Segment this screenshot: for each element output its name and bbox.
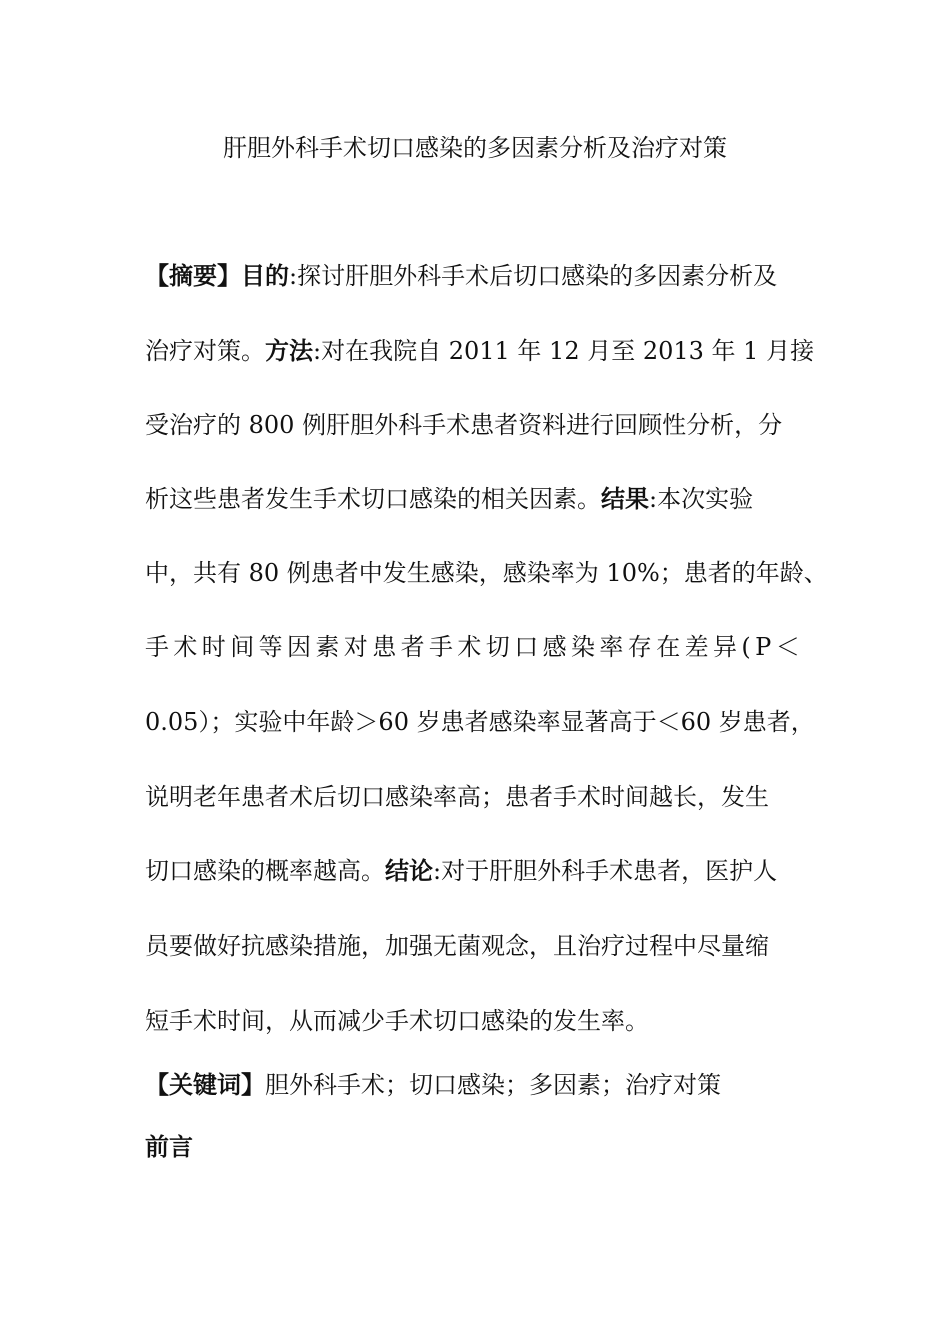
abstract-line-7 [145,705,815,739]
conclusion-text-end: 短手术时间，从而减少手术切口感染的发生率。 [145,1007,649,1035]
result-text-cont-4: 说明老年患者术后切口感染率高；患者手术时间越长，发生 [145,783,769,811]
method-text-cont: 受治疗的 800 例肝胆外科手术患者资料进行回顾性分析，分 [145,411,783,439]
abstract-line-4 [145,482,753,516]
result-label: 结果 [601,485,649,513]
abstract-line-6 [145,630,804,664]
method-text-end: 析这些患者发生手术切口感染的相关因素。 [145,485,601,513]
result-text-cont: 中，共有 80 例患者中发生感染，感染率为 10%；患者的年龄、 [145,559,828,587]
result-text: :本次实验 [649,485,754,513]
abstract-line-10 [145,929,769,963]
method-text: :对在我院自 2011 年 12 月至 2013 年 1 月接 [313,337,815,365]
document-title: 肝胆外科手术切口感染的多因素分析及治疗对策 [223,134,727,162]
keywords-text: 胆外科手术；切口感染；多因素；治疗对策 [265,1071,721,1099]
abstract-label: 【摘要】 [145,262,241,290]
abstract-line-11 [145,1004,649,1038]
abstract-line-1 [145,259,777,293]
keywords-line [145,1068,721,1102]
purpose-text-cont: 治疗对策。 [145,337,265,365]
conclusion-text-cont: 员要做好抗感染措施，加强无菌观念，且治疗过程中尽量缩 [145,932,769,960]
conclusion-text: :对于肝胆外科手术患者，医护人 [433,857,778,885]
abstract-line-3 [145,408,782,442]
conclusion-label: 结论 [385,857,433,885]
preface-heading: 前言 [145,1133,193,1161]
method-label: 方法 [265,337,313,365]
abstract-line-2 [145,334,814,368]
abstract-line-8 [145,780,769,814]
keywords-label: 【关键词】 [145,1071,265,1099]
abstract-line-9 [145,854,777,888]
result-text-end: 切口感染的概率越高。 [145,857,385,885]
result-text-cont-2: 手术时间等因素对患者手术切口感染率存在差异(P＜ [145,633,805,661]
purpose-text: :探讨肝胆外科手术后切口感染的多因素分析及 [289,262,778,290]
result-text-cont-3: 0.05）；实验中年龄＞60 岁患者感染率显著高于＜60 岁患者， [145,708,815,736]
purpose-label: 目的 [241,262,289,290]
abstract-line-5 [145,556,828,590]
